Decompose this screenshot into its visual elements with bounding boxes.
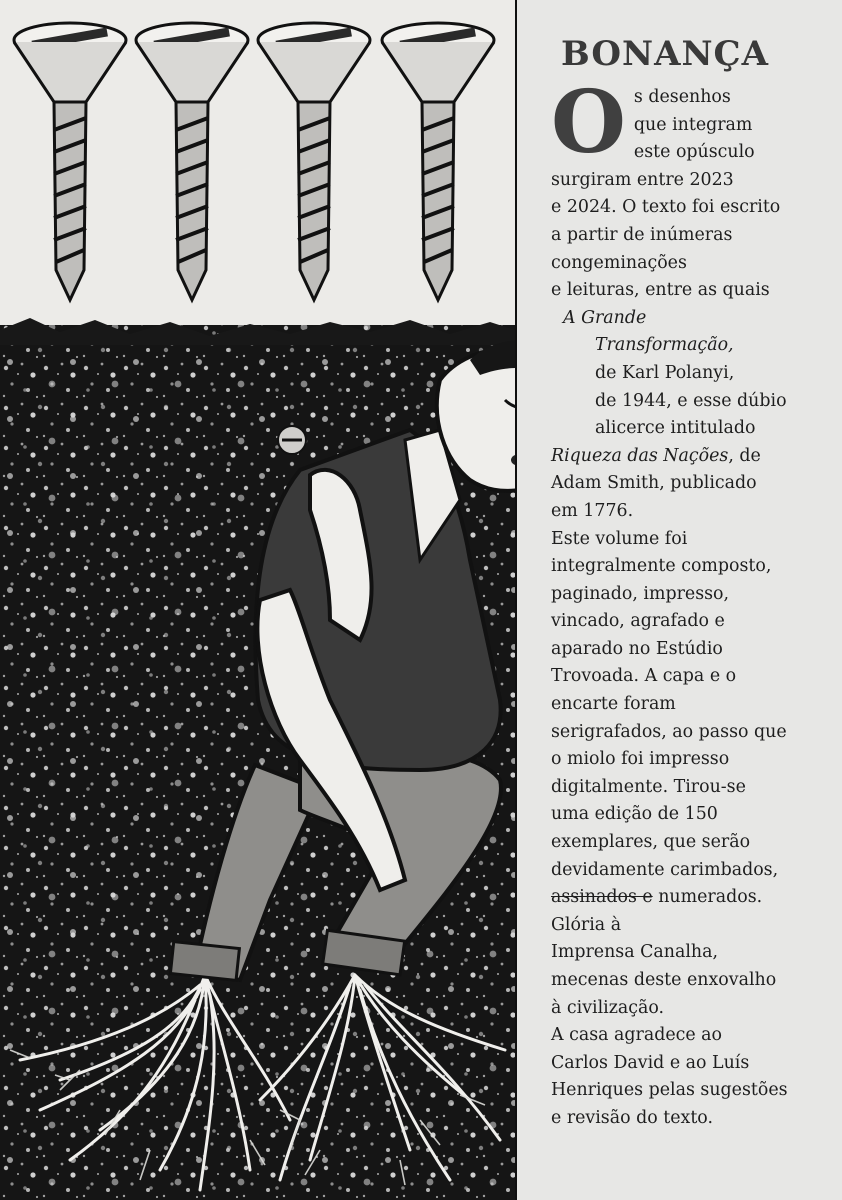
text-line: A Grande — [563, 307, 647, 328]
text-line: vincado, agrafado e — [551, 611, 725, 632]
text-line — [551, 443, 828, 471]
text-line: serigrafados, ao passo que — [551, 721, 787, 742]
text-line: mecenas deste enxovalho — [551, 970, 777, 990]
drop-cap: O — [551, 72, 626, 173]
text-line: s desenhos — [633, 87, 731, 107]
page-title: BONANÇA — [561, 34, 769, 74]
text-line: paginado, impresso, — [551, 583, 730, 604]
colophon-text — [551, 72, 828, 1133]
text-line — [551, 884, 828, 912]
text-line: Glória à — [551, 914, 622, 935]
text-line: aparado no Estúdio — [551, 638, 723, 659]
text-line: o miolo foi impresso — [551, 749, 730, 770]
text-line: congeminações — [551, 252, 687, 273]
text-line: de 1944, e esse dúbio — [595, 390, 787, 411]
text-line: devidamente carimbados, — [551, 859, 779, 880]
text-line: e revisão do texto. — [551, 1107, 714, 1128]
text-line: encarte foram — [551, 694, 676, 715]
text-line: e 2024. O texto foi escrito — [551, 197, 781, 218]
text-line: digitalmente. Tirou-se — [551, 776, 746, 797]
text-line: Carlos David e ao Luís — [551, 1052, 750, 1073]
text-line: a partir de inúmeras — [551, 224, 733, 245]
text-line: e leituras, entre as quais — [551, 280, 770, 301]
text-line: em 1776. — [551, 500, 634, 521]
text-line: A casa agradece ao — [551, 1025, 723, 1046]
text-line: este opúsculo — [633, 142, 755, 163]
text-line: de Karl Polanyi, — [595, 362, 735, 383]
text-fragment: , de — [728, 445, 761, 466]
text-line: à civilização. — [551, 997, 665, 1018]
text-line: Este volume foi — [551, 528, 688, 549]
text-line: surgiram entre 2023 — [551, 169, 734, 190]
text-line: que integram — [633, 114, 753, 135]
text-fragment: numerados. — [652, 887, 763, 908]
text-line: uma edição de 150 — [551, 804, 718, 825]
text-line: alicerce intitulado — [595, 418, 756, 439]
struck-text: assinados e — [551, 887, 653, 908]
colophon-column — [515, 0, 842, 1200]
text-line: Imprensa Canalha, — [551, 942, 719, 963]
text-line: Adam Smith, publicado — [551, 473, 757, 494]
text-line: exemplares, que serão — [551, 832, 751, 853]
text-line: Trovoada. A capa e o — [551, 666, 737, 687]
text-line: Henriques pelas sugestões — [551, 1080, 788, 1101]
text-line: Transformação, — [595, 335, 734, 356]
book-title-riqueza: Riqueza das Nações — [551, 445, 729, 466]
text-line: integralmente composto, — [551, 556, 772, 577]
